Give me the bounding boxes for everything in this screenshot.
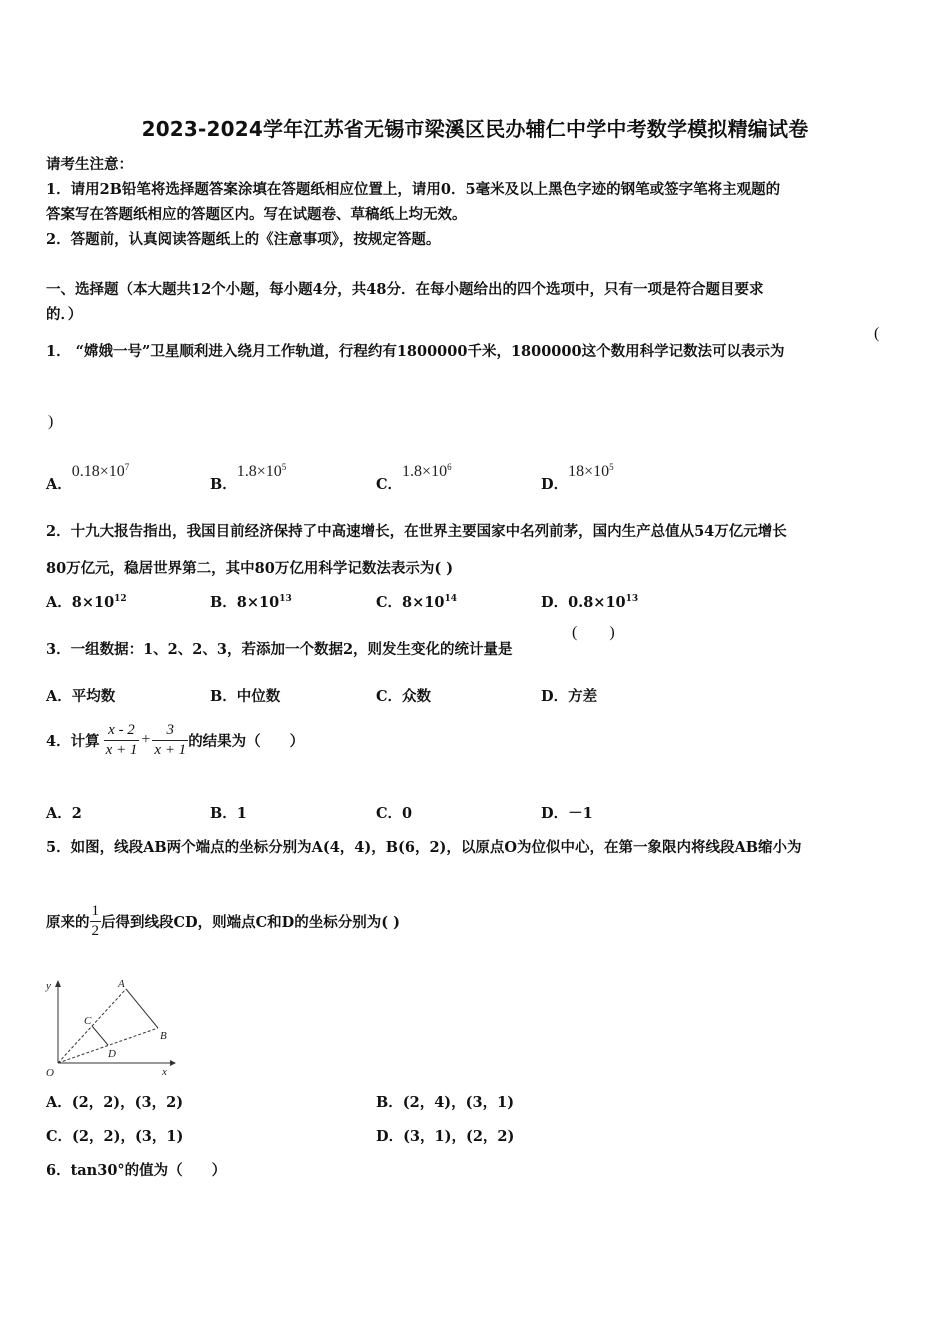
q1-paren-close: ) — [48, 413, 54, 430]
q4-prefix: 4．计算 — [46, 732, 100, 750]
q1-option-c-value: $1.8\times 10^6$ — [402, 462, 452, 480]
q2-option-b[interactable]: B．$8\times 10^{13}$ — [210, 594, 292, 611]
label-o: O — [46, 1067, 54, 1079]
q1-option-a[interactable] — [46, 460, 130, 493]
q1-paren-open: ( — [874, 325, 880, 342]
q2-option-a[interactable]: A．$8\times 10^{12}$ — [46, 594, 127, 611]
q1-option-d[interactable] — [541, 460, 614, 493]
q1-option-b-label: B． — [210, 476, 237, 493]
notice-heading: 请考生注意： — [46, 156, 133, 173]
q1-option-a-label: A． — [46, 476, 72, 493]
q5-option-c[interactable]: C．(2，2)，(3，1) — [46, 1128, 184, 1145]
q5-fraction: $\frac{1}{2}$ — [91, 902, 99, 939]
q5-suffix: 后得到线段CD，则端点C和D的坐标分别为( ) — [101, 913, 400, 931]
q1-option-c[interactable] — [376, 460, 452, 493]
q4-option-c[interactable]: C．0 — [376, 805, 413, 822]
label-b: B — [160, 1030, 167, 1042]
q6-stem: 6．tan30°的值为（ ） — [46, 1162, 227, 1179]
section-heading-line-2: 的．） — [46, 306, 83, 323]
q4-option-b[interactable]: B．1 — [210, 805, 247, 822]
q1-stem: 1． “嫦娥一号”卫星顺利进入绕月工作轨道，行程约有1800000千米，1800000这个数用科学记数法可以表示为 — [46, 343, 785, 360]
notice-line-2: 答案写在答题纸相应的答题区内。写在试题卷、草稿纸上均无效。 — [46, 206, 467, 223]
q1-option-c-label: C． — [376, 476, 403, 493]
q5-prefix: 原来的 — [46, 913, 90, 931]
q1-option-b-value: $1.8\times 10^5$ — [236, 462, 287, 480]
q3-option-c[interactable]: C．众数 — [376, 688, 432, 705]
q4-stem — [46, 716, 304, 764]
q2-option-c[interactable]: C．$8\times 10^{14}$ — [376, 594, 457, 611]
segment-cd — [92, 1026, 108, 1045]
q2-stem-line-1: 2．十九大报告指出，我国目前经济保持了中高速增长，在世界主要国家中名列前茅，国内生产总值从54万亿元增长 — [46, 523, 787, 540]
q5-option-d[interactable]: D．(3，1)，(2，2) — [376, 1128, 515, 1145]
q1-option-b[interactable] — [210, 460, 287, 493]
q3-option-b[interactable]: B．中位数 — [210, 688, 281, 705]
x-axis-arrow-icon — [170, 1060, 176, 1066]
label-c: C — [84, 1015, 92, 1027]
q3-stem: 3．一组数据：1、2、2、3，若添加一个数据2，则发生变化的统计量是 — [46, 641, 513, 658]
label-x: x — [162, 1066, 167, 1078]
q4-plus-sign: + — [141, 731, 151, 748]
q3-option-a[interactable]: A．平均数 — [46, 688, 116, 705]
q1-option-a-value: $0.18\times 10^7$ — [71, 462, 130, 480]
q4-option-d[interactable]: D．－1 — [541, 805, 593, 822]
q4-fraction-1: $\frac{x - 2}{x + 1}$ — [105, 721, 138, 758]
label-d: D — [108, 1048, 116, 1060]
notice-line-3: 2．答题前，认真阅读答题纸上的《注意事项》，按规定答题。 — [46, 231, 441, 248]
q2-option-d[interactable]: D．$0.8\times 10^{13}$ — [541, 594, 639, 611]
notice-line-1: 1．请用2B铅笔将选择题答案涂填在答题纸相应位置上，请用0．5毫米及以上黑色字迹的钢笔或签字笔将主观题的 — [46, 181, 781, 198]
y-axis-arrow-icon — [55, 980, 61, 987]
q5-option-a[interactable]: A．(2，2)，(3，2) — [46, 1094, 184, 1111]
q4-suffix: 的结果为（ ） — [188, 732, 305, 750]
label-y: y — [46, 980, 51, 992]
q3-paren: ( ) — [572, 624, 615, 641]
segment-ab — [126, 989, 158, 1028]
q5-figure — [40, 975, 180, 1080]
q2-stem-line-2: 80万亿元，稳居世界第二，其中80万亿用科学记数法表示为( ) — [46, 560, 454, 577]
q5-stem-line-2 — [46, 896, 400, 946]
section-heading-line-1: 一、选择题（本大题共12个小题，每小题4分，共48分．在每小题给出的四个选项中，只有一项是符合题目要求 — [46, 281, 764, 298]
q4-fraction-2: $\frac{3}{x + 1}$ — [154, 721, 187, 758]
q5-stem-line-1: 5．如图，线段AB两个端点的坐标分别为A(4，4)，B(6，2)，以原点O为位似中心，在第一象限内将线段AB缩小为 — [46, 839, 802, 856]
q3-option-d[interactable]: D．方差 — [541, 688, 598, 705]
q5-option-b[interactable]: B．(2，4)，(3，1) — [376, 1094, 515, 1111]
label-a: A — [118, 978, 125, 990]
q1-option-d-value: $18\times 10^5$ — [568, 462, 614, 480]
q1-option-d-label: D． — [541, 476, 569, 493]
q4-option-a[interactable]: A．2 — [46, 805, 82, 822]
page-title: 2023-2024学年江苏省无锡市梁溪区民办辅仁中学中考数学模拟精编试卷 — [141, 117, 809, 141]
